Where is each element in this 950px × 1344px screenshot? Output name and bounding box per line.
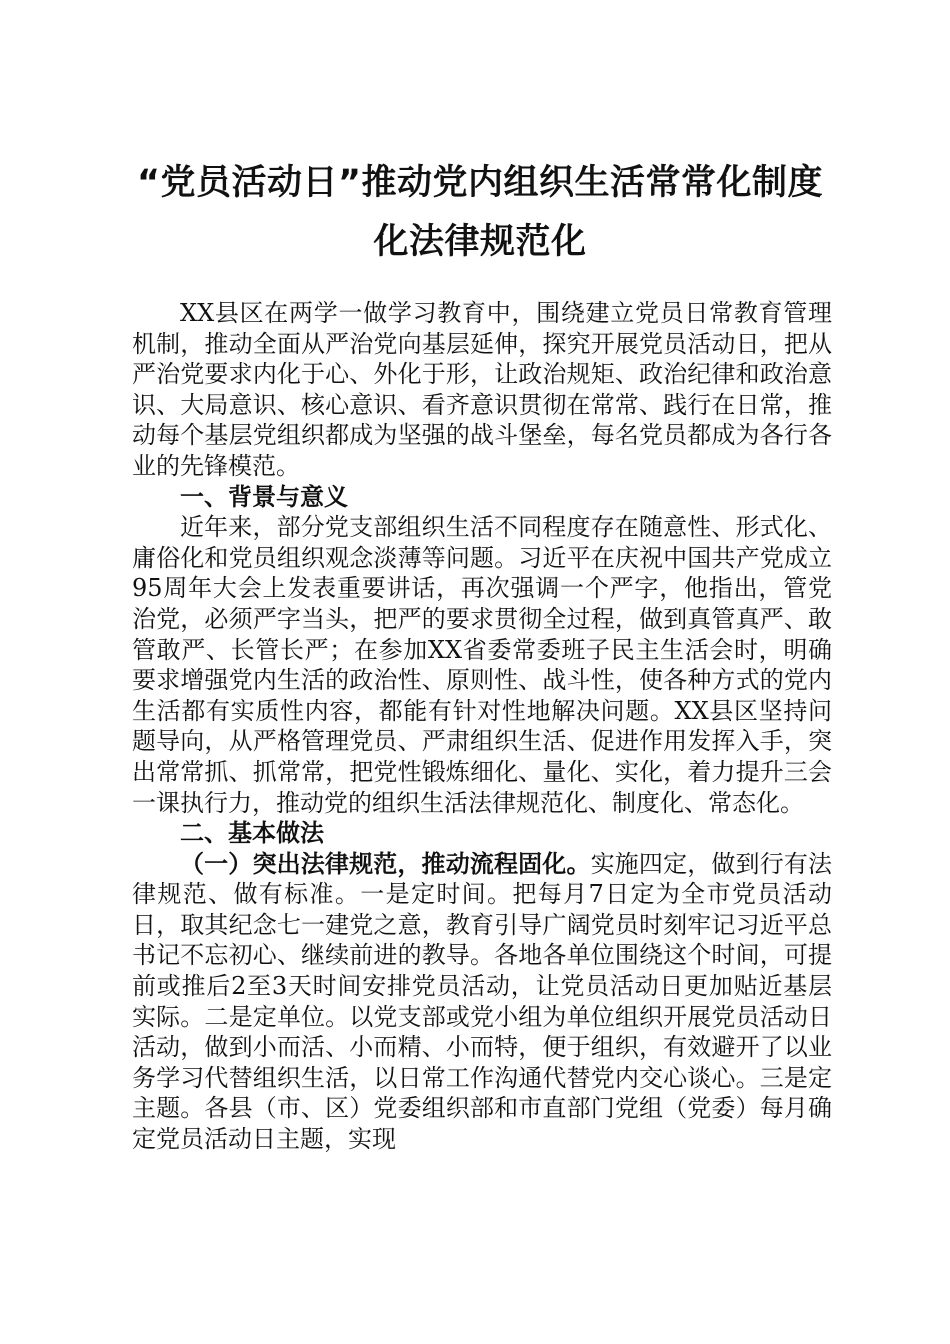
section-heading-background: 一、背景与意义 xyxy=(180,482,348,511)
background-paragraph: 近年来，部分党支部组织生活不同程度存在随意性、形式化、庸俗化和党员组织观念淡薄等问题。习近平在庆祝中国共产党成立95周年大会上发表重要讲话，再次强调一个严字，他指出，管党治党，必须严字当头，把严的要求贯彻全过程，做到真管真严、敢管敢严、长管长严；在参加XX省委常委班子民主生活会时，明确要求增强党内生活的政治性、原则性、战斗性，使各种方式的党内生活都有实质性内容，都能有针对性地解决问题。XX县区坚持问题导向，从严格管理党员、严肃组织生活、促进作用发挥入手，突出常常抓、抓常常，把党性锻炼细化、量化、实化，着力提升三会一课执行力，推动党的组织生活法律规范化、制度化、常态化。 xyxy=(132,513,832,817)
document-body xyxy=(132,298,832,1155)
section-heading-practice: 二、基本做法 xyxy=(180,819,324,848)
document-title-line-1: “党员活动日”推动党内组织生活常常化制度 xyxy=(136,163,823,203)
practice-paragraph xyxy=(132,849,832,1155)
practice-body-text: 实施四定，做到行有法律规范、做有标准。一是定时间。把每月7日定为全市党员活动日，取其纪念七一建党之意，教育引导广阔党员时刻牢记习近平总书记不忘初心、继续前进的教导。各地各单位围绕这个时间，可提前或推后2至3天时间安排党员活动，让党员活动日更加贴近基层实际。二是定单位。以党支部或党小组为单位组织开展党员活动日活动，做到小而活、小而精、小而特，便于组织，有效避开了以业务学习代替组织生活，以日常工作沟通代替党内交心谈心。三是定主题。各县（市、区）党委组织部和市直部门党组（党委）每月确定党员活动日主题，实现 xyxy=(132,849,833,1154)
practice-lead-bold: （一）突出法律规范，推动流程固化。 xyxy=(180,849,591,878)
document-title-line-2: 化法律规范化 xyxy=(373,222,587,262)
intro-paragraph: XX县区在两学一做学习教育中，围绕建立党员日常教育管理机制，推动全面从严治党向基层延伸，探究开展党员活动日，把从严治党要求内化于心、外化于形，让政治规矩、政治纪律和政治意识、大局意识、核心意识、看齐意识贯彻在常常、践行在日常，推动每个基层党组织都成为坚强的战斗堡垒，每名党员都成为各行各业的先锋模范。 xyxy=(132,299,832,480)
